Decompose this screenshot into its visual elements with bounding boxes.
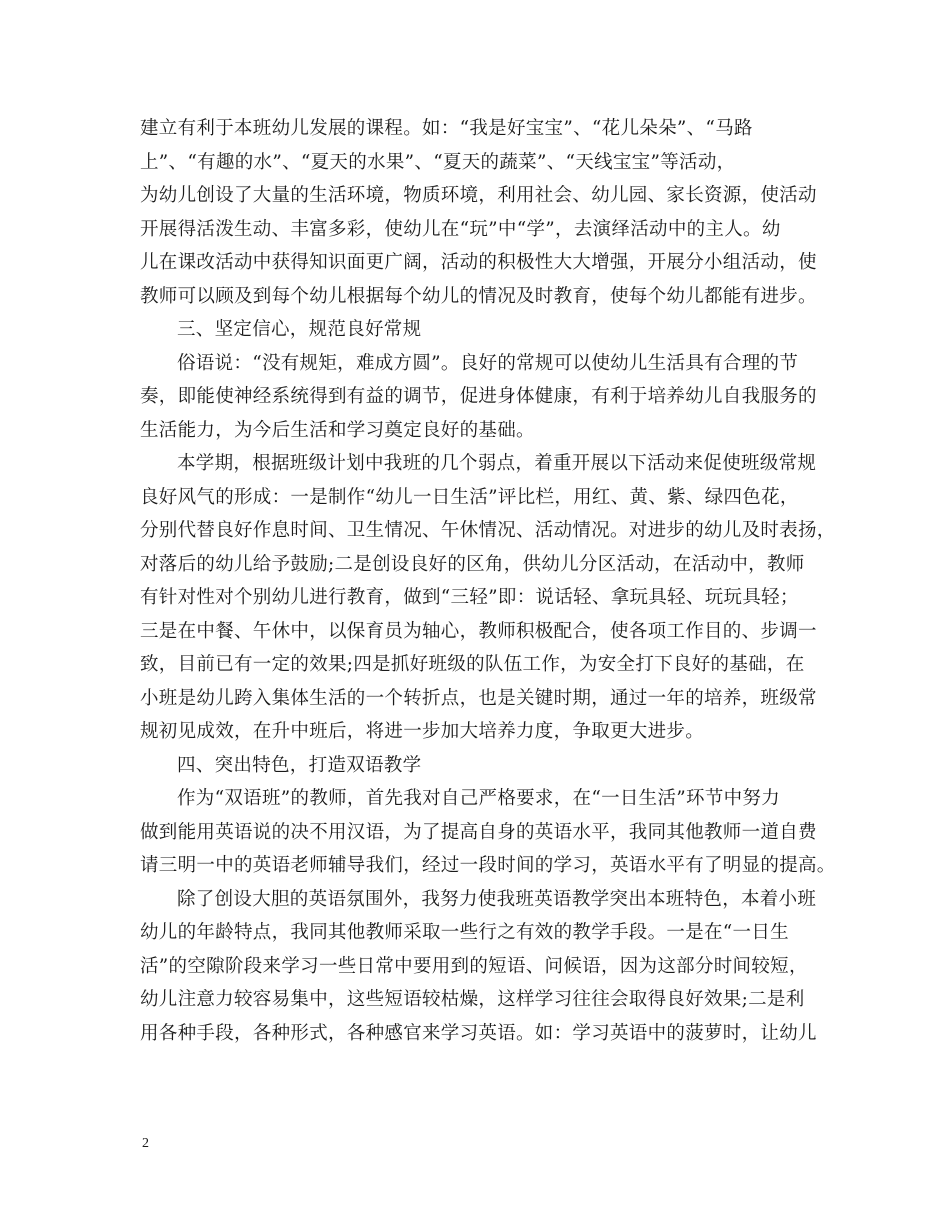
text-line: 奏，即能使神经系统得到有益的调节，促进身体健康，有利于培养幼儿自我服务的 [140, 386, 817, 407]
text-line: 儿在课改活动中获得知识面更广阔，活动的积极性大大增强，开展分小组活动，使 [140, 252, 817, 273]
text-line: 请三明一中的英语老师辅导我们，经过一段时间的学习，英语水平有了明显的提高。 [140, 855, 836, 876]
text-line: 对落后的幼儿给予鼓励;二是创设良好的区角，供幼儿分区活动，在活动中，教师 [140, 553, 805, 575]
text-line: 三是在中餐、午休中，以保育员为轴心，教师积极配合，使各项工作目的、步调一 [140, 620, 817, 642]
text-line: 有针对性对个别幼儿进行教育，做到“三轻”即：说话轻、拿玩具轻、玩玩具轻； [140, 587, 799, 608]
text-line: 分别代替良好作息时间、卫生情况、午休情况、活动情况。对进步的幼儿及时表扬， [140, 520, 836, 541]
page-number: 2 [142, 1136, 149, 1151]
text-line: 活”的空隙阶段来学习一些日常中要用到的短语、问候语，因为这部分时间较短， [140, 955, 808, 977]
text-line: 作为“双语班”的教师，首先我对自己严格要求，在“一日生活”环节中努力 [177, 788, 781, 809]
text-line: 用各种手段，各种形式，各种感官来学习英语。如：学习英语中的菠萝时，让幼儿 [140, 1022, 817, 1044]
text-line: 本学期，根据班级计划中我班的几个弱点，着重开展以下活动来促使班级常规 [177, 453, 817, 474]
text-line: 教师可以顾及到每个幼儿根据每个幼儿的情况及时教育，使每个幼儿都能有进步。 [140, 285, 817, 307]
text-line: 小班是幼儿跨入集体生活的一个转折点，也是关键时期，通过一年的培养，班级常 [140, 687, 817, 709]
text-line: 生活能力，为今后生活和学习奠定良好的基础。 [140, 419, 535, 441]
text-line: 上”、“有趣的水”、“夏天的水果”、“夏天的蔬菜”、“天线宝宝”等活动， [140, 151, 736, 173]
document-body [140, 112, 836, 1050]
text-line: 做到能用英语说的决不用汉语，为了提高自身的英语水平，我同其他教师一道自费 [140, 821, 817, 843]
text-line: 良好风气的形成：一是制作“幼儿一日生活”评比栏，用红、黄、紫、绿四色花， [140, 486, 799, 508]
text-line: 建立有利于本班幼儿发展的课程。如：“我是好宝宝”、“花儿朵朵”、“马路 [140, 118, 753, 139]
text-line: 幼儿的年龄特点，我同其他教师采取一些行之有效的教学手段。一是在“一日生 [140, 922, 789, 943]
text-line: 为幼儿创设了大量的生活环境，物质环境，利用社会、幼儿园、家长资源，使活动 [140, 185, 817, 206]
text-line: 幼儿注意力较容易集中，这些短语较枯燥，这样学习往往会取得良好效果;二是利 [140, 989, 805, 1010]
text-line: 开展得活泼生动、丰富多彩，使幼儿在“玩”中“学”，去演绎活动中的主人。幼 [140, 218, 781, 240]
text-line: 三、坚定信心，规范良好常规 [177, 319, 422, 340]
text-line: 除了创设大胆的英语氛围外，我努力使我班英语教学突出本班特色，本着小班 [177, 888, 817, 910]
text-line: 规初见成效，在升中班后，将进一步加大培养力度，争取更大进步。 [140, 721, 705, 742]
text-line: 四、突出特色，打造双语教学 [177, 754, 422, 776]
text-line: 致，目前已有一定的效果;四是抓好班级的队伍工作，为安全打下良好的基础，在 [140, 654, 805, 675]
text-line: 俗语说：“没有规矩，难成方圆”。良好的常规可以使幼儿生活具有合理的节 [177, 352, 799, 374]
